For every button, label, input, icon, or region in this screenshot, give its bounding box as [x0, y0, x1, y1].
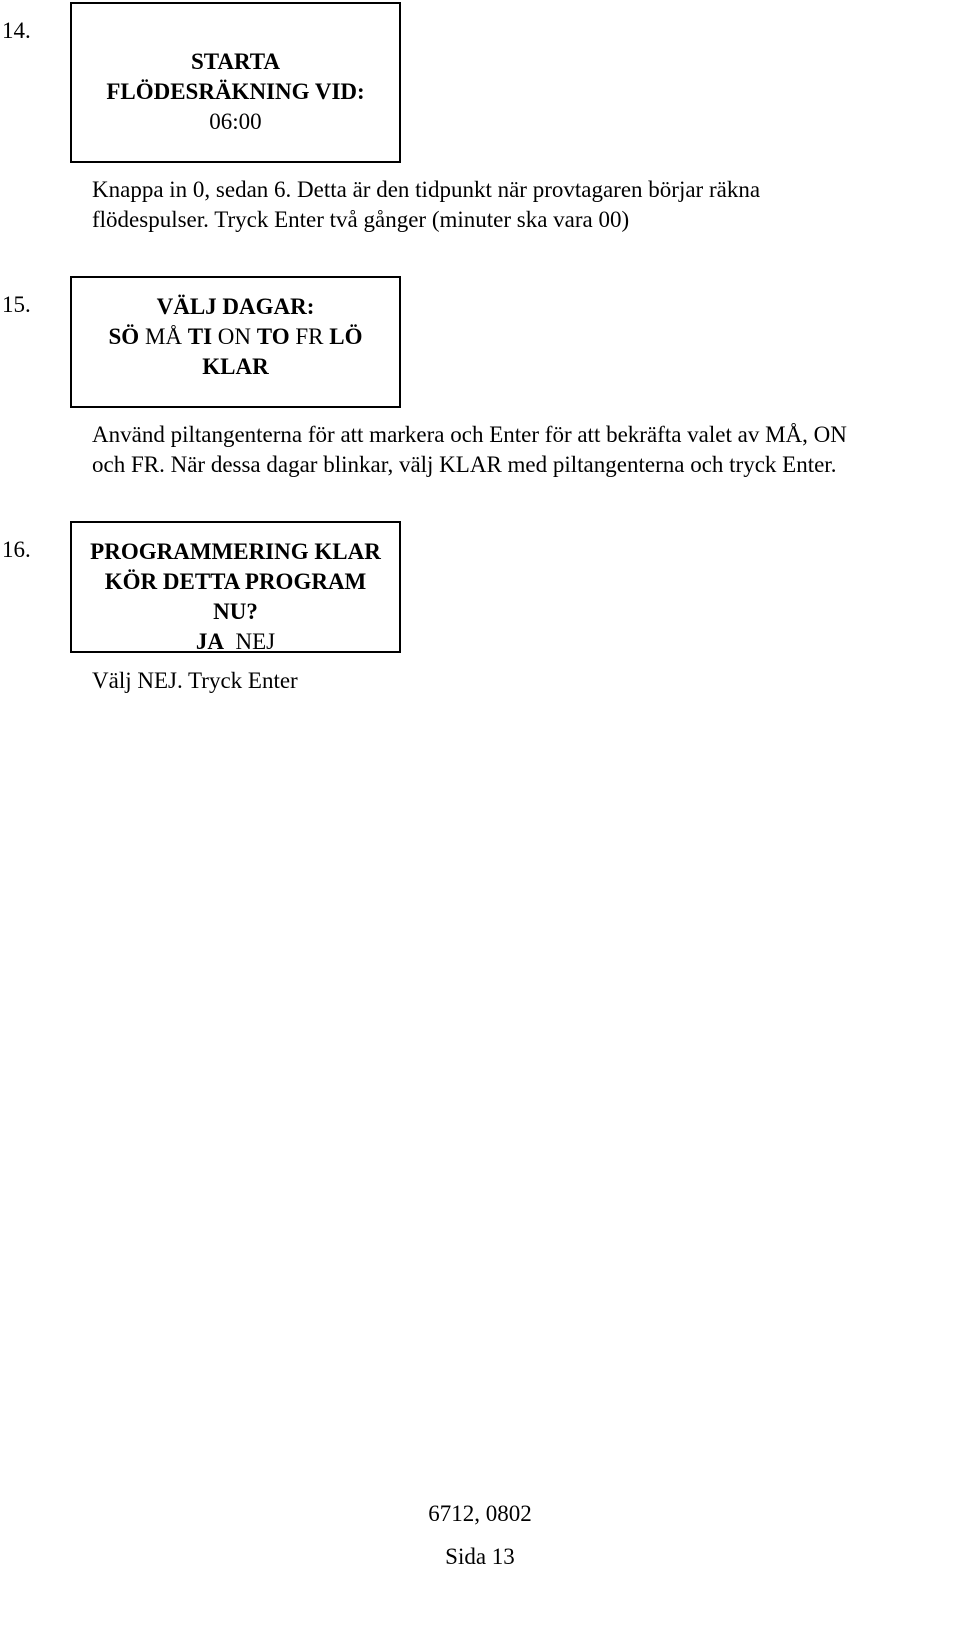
step-15-instructions [92, 420, 952, 480]
footer-doc-code: 6712, 0802 [428, 1501, 532, 1526]
step-16-instructions [92, 666, 298, 696]
day-monday: MÅ [144, 324, 182, 349]
step-14-display [70, 2, 401, 163]
day-wednesday: ON [217, 324, 252, 349]
day-saturday: LÖ [329, 324, 363, 349]
step-14-display-line2: FLÖDESRÄKNING VID: [106, 79, 365, 104]
step-16-yes-no [72, 627, 399, 657]
step-16-display [70, 521, 401, 653]
step-15-display-line1: VÄLJ DAGAR: [156, 294, 315, 319]
day-sunday: SÖ [108, 324, 140, 349]
step-16-display-line1: PROGRAMMERING KLAR [90, 539, 381, 564]
step-15-display [70, 276, 401, 408]
step-14-instructions [92, 175, 760, 235]
footer-page-number: Sida 13 [445, 1544, 515, 1569]
step-15-number: 15. [2, 292, 31, 317]
step-15-display-line3: KLAR [202, 354, 269, 379]
step-14-display-line3: 06:00 [209, 109, 262, 134]
day-tuesday: TI [187, 324, 213, 349]
step-15-instructions-line2: och FR. När dessa dagar blinkar, välj KLAR med piltangenterna och tryck Enter. [92, 452, 837, 477]
step-16-display-line2: KÖR DETTA PROGRAM [104, 569, 367, 594]
step-14-instructions-line1: Knappa in 0, sedan 6. Detta är den tidpunkt när provtagaren börjar räkna [92, 177, 761, 202]
step-14-instructions-line2: flödespulser. Tryck Enter två gånger (minuter ska vara 00) [92, 207, 630, 232]
step-16-number: 16. [2, 537, 31, 562]
day-friday: FR [295, 324, 324, 349]
option-yes: JA [195, 629, 224, 654]
day-thursday: TO [256, 324, 290, 349]
step-15-day-selector [72, 322, 399, 352]
step-15-instructions-line1: Använd piltangenterna för att markera och Enter för att bekräfta valet av MÅ, ON [92, 422, 847, 447]
step-14-display-line1: STARTA [190, 49, 281, 74]
step-14-number: 14. [2, 18, 31, 43]
step-16-instructions-line1: Välj NEJ. Tryck Enter [92, 668, 298, 693]
option-no: NEJ [235, 629, 276, 654]
step-16-display-line3: NU? [213, 599, 258, 624]
